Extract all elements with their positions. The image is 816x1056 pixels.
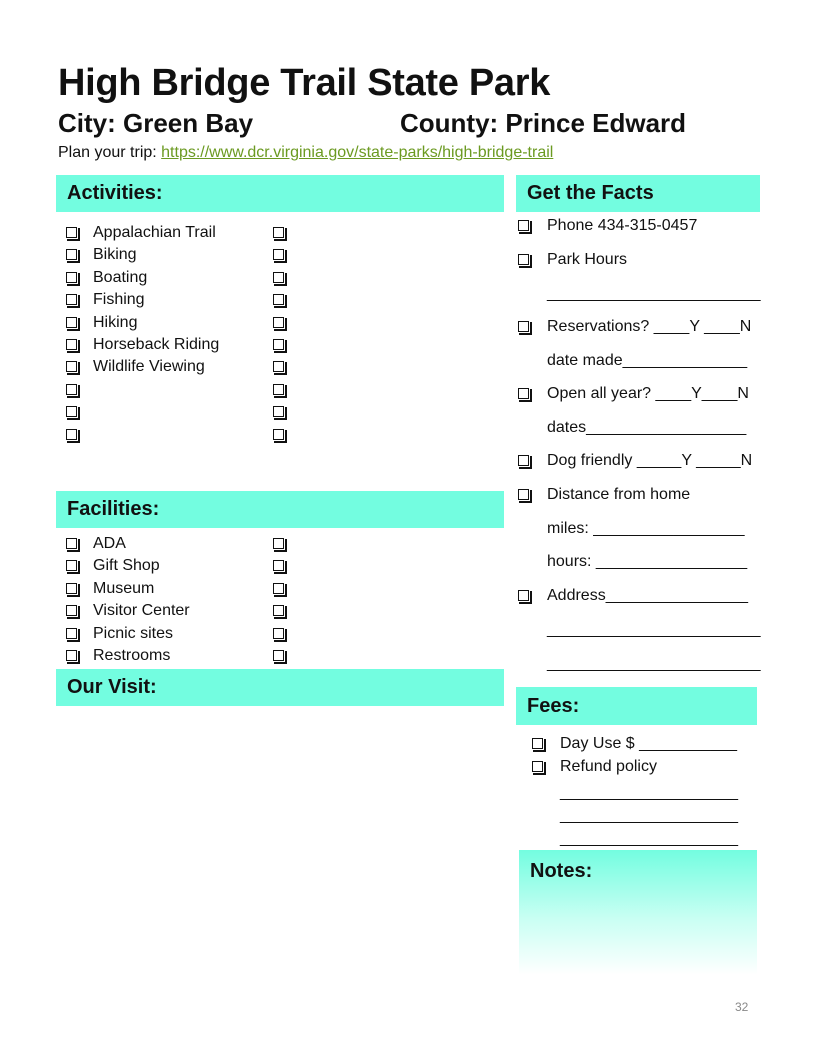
refund-line-1: ____________________ — [560, 784, 738, 801]
facilities-extra-checkbox[interactable] — [273, 538, 284, 549]
facilities-extra-checkbox[interactable] — [273, 650, 284, 661]
facilities-item-label: Picnic sites — [93, 624, 174, 642]
page-title: High Bridge Trail State Park — [58, 62, 551, 104]
activities-item-label: Hiking — [93, 313, 138, 331]
facilities-extra-checkbox[interactable] — [273, 628, 284, 639]
activities-checkbox-appalachian-trail[interactable] — [66, 227, 77, 238]
activities-extra-checkbox[interactable] — [273, 384, 284, 395]
activities-extra-checkbox[interactable] — [273, 317, 284, 328]
activities-extra-checkbox[interactable] — [273, 361, 284, 372]
day-use-checkbox[interactable] — [532, 738, 543, 749]
dog-friendly-text: Dog friendly _____Y _____N — [547, 452, 753, 469]
activities-extra-checkbox[interactable] — [273, 406, 284, 417]
reservations-checkbox[interactable] — [518, 321, 529, 332]
park-hours-label: Park Hours — [547, 251, 628, 268]
facilities-checkbox-picnic-sites[interactable] — [66, 628, 77, 639]
open-all-year-checkbox[interactable] — [518, 388, 529, 399]
miles-text: miles: _________________ — [547, 520, 745, 537]
activities-item-label: Fishing — [93, 291, 145, 309]
plan-trip-line — [58, 144, 553, 162]
facilities-extra-checkbox[interactable] — [273, 560, 284, 571]
address-text: Address________________ — [547, 587, 749, 604]
activities-checkbox-boating[interactable] — [66, 272, 77, 283]
park-hours-line: ________________________ — [547, 285, 761, 302]
date-made-text: date made______________ — [547, 352, 748, 369]
notes-header: Notes: — [530, 860, 593, 882]
activities-extra-checkbox[interactable] — [273, 294, 284, 305]
facilities-header: Facilities: — [56, 491, 504, 528]
activities-checkbox-horseback-riding[interactable] — [66, 339, 77, 350]
distance-checkbox[interactable] — [518, 489, 529, 500]
activities-item-label: Appalachian Trail — [93, 224, 216, 241]
activities-checkbox-hiking[interactable] — [66, 317, 77, 328]
facts-header: Get the Facts — [516, 175, 760, 212]
facilities-item-label: Visitor Center — [93, 602, 190, 620]
dog-friendly-checkbox[interactable] — [518, 455, 529, 466]
activities-checkbox-blank-9[interactable] — [66, 406, 77, 417]
facilities-extra-checkbox[interactable] — [273, 583, 284, 594]
activities-extra-checkbox[interactable] — [273, 429, 284, 440]
page-number: 32 — [735, 1000, 749, 1014]
activities-checkbox-wildlife-viewing[interactable] — [66, 361, 77, 372]
city-label: City: Green Bay — [58, 108, 254, 138]
refund-policy-checkbox[interactable] — [532, 761, 543, 772]
facilities-checkbox-ada[interactable] — [66, 538, 77, 549]
plan-trip-label: Plan your trip: — [58, 144, 162, 161]
reservations-text: Reservations? ____Y ____N — [547, 318, 752, 335]
activities-item-label: Wildlife Viewing — [93, 358, 205, 376]
park-hours-checkbox[interactable] — [518, 254, 529, 265]
facilities-checkbox-restrooms[interactable] — [66, 650, 77, 661]
activities-item-label: Biking — [93, 246, 137, 264]
facilities-item-label: ADA — [93, 535, 126, 552]
facilities-item-label: Restrooms — [93, 647, 171, 664]
address-line-2: ________________________ — [547, 655, 761, 672]
activities-checkbox-biking[interactable] — [66, 249, 77, 260]
phone-text: Phone 434-315-0457 — [547, 217, 698, 234]
facilities-checkbox-gift-shop[interactable] — [66, 560, 77, 571]
activities-checkbox-blank-8[interactable] — [66, 384, 77, 395]
activities-item-label: Boating — [93, 268, 148, 286]
facilities-item-label: Gift Shop — [93, 557, 160, 575]
phone-checkbox[interactable] — [518, 220, 529, 231]
notes-box[interactable] — [519, 850, 757, 975]
address-checkbox[interactable] — [518, 590, 529, 601]
activities-extra-checkbox[interactable] — [273, 339, 284, 350]
dates-text: dates__________________ — [547, 419, 747, 436]
facilities-extra-checkbox[interactable] — [273, 605, 284, 616]
park-website-link[interactable]: https://www.dcr.virginia.gov/state-parks/high-bridge-trail — [161, 144, 554, 161]
activities-header: Activities: — [56, 175, 504, 212]
open-all-year-text: Open all year? ____Y____N — [547, 385, 749, 402]
facilities-checkbox-museum[interactable] — [66, 583, 77, 594]
refund-line-2: ____________________ — [560, 807, 738, 824]
activities-item-label: Horseback Riding — [93, 336, 220, 353]
day-use-text: Day Use $ ___________ — [560, 735, 738, 752]
facilities-item-label: Museum — [93, 579, 155, 597]
activities-extra-checkbox[interactable] — [273, 272, 284, 283]
distance-label: Distance from home — [547, 486, 691, 503]
county-label: County: Prince Edward — [400, 108, 687, 138]
activities-checkbox-blank-10[interactable] — [66, 429, 77, 440]
our-visit-header: Our Visit: — [56, 669, 504, 706]
fees-header: Fees: — [516, 687, 757, 725]
address-line-1: ________________________ — [547, 621, 761, 638]
activities-checkbox-fishing[interactable] — [66, 294, 77, 305]
hours-text: hours: _________________ — [547, 553, 748, 570]
facilities-checkbox-visitor-center[interactable] — [66, 605, 77, 616]
refund-policy-label: Refund policy — [560, 758, 657, 775]
activities-extra-checkbox[interactable] — [273, 249, 284, 260]
refund-line-3: ____________________ — [560, 830, 738, 847]
activities-extra-checkbox[interactable] — [273, 227, 284, 238]
